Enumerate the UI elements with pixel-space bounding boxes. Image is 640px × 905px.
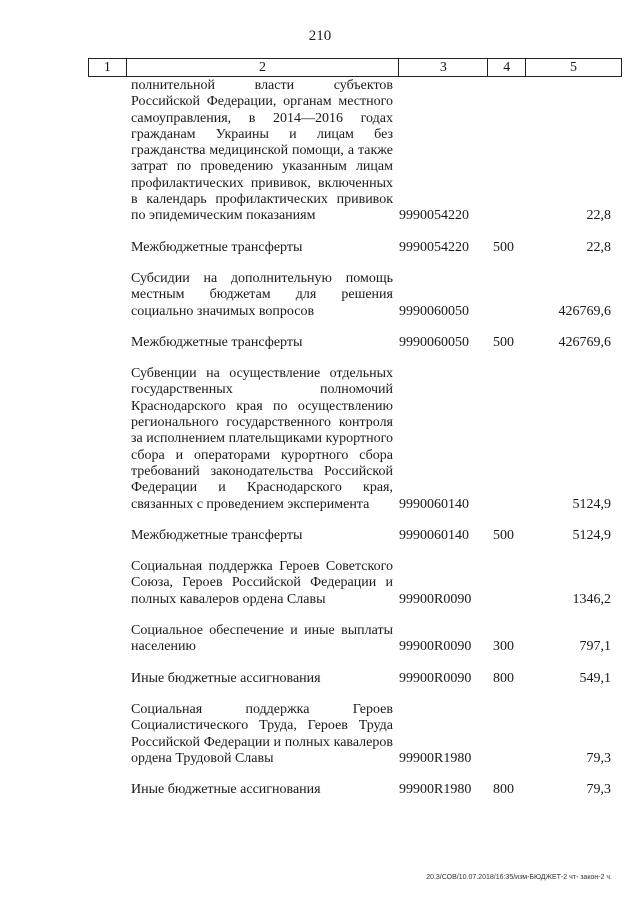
table-row (131, 782, 611, 798)
column-header-3: 3 (399, 59, 488, 77)
row-description: Субвенции на осуществление отдельных государственных полномочий Краснодарского края по осуществлению регионального государственного контроля за исполнением плательщиками курортного сбора и операторами курортного сбора требований законодательства Российской Федерации и Краснодарского края, связанных с проведением эксперимента (131, 366, 393, 512)
row-code: 99900R0090 (399, 591, 472, 607)
row-amount: 426769,6 (558, 334, 611, 350)
table-row (131, 559, 611, 608)
table-row (131, 671, 611, 687)
column-header-4: 4 (488, 59, 526, 77)
row-type: 500 (493, 527, 514, 543)
row-amount: 5124,9 (572, 527, 611, 543)
table-row (131, 335, 611, 351)
document-footer-stamp: 20.3/СОВ/10.07.2018/16:35/изм-БЮДЖЕТ-2 чт- закон-2 ч. (426, 874, 612, 881)
row-code: 9990054220 (399, 208, 469, 224)
row-code: 9990060050 (399, 334, 469, 350)
table-row (131, 240, 611, 256)
table-row (131, 623, 611, 656)
row-amount: 5124,9 (572, 496, 611, 512)
table-row (131, 366, 611, 513)
row-description: Социальная поддержка Героев Социалистического Труда, Героев Труда Российской Федерации и полных кавалеров ордена Трудовой Славы (131, 701, 393, 766)
column-header-5: 5 (526, 59, 622, 77)
row-description: Межбюджетные трансферты (131, 527, 303, 543)
row-description: Иные бюджетные ассигнования (131, 782, 321, 798)
row-code: 99900R1980 (399, 782, 472, 798)
row-description: Социальное обеспечение и иные выплаты населению (131, 623, 393, 655)
row-type: 800 (493, 670, 514, 686)
table-row (131, 702, 611, 767)
row-amount: 549,1 (579, 670, 611, 686)
row-code: 9990060050 (399, 303, 469, 319)
row-amount: 22,8 (586, 208, 611, 224)
row-code: 9990060140 (399, 527, 469, 543)
budget-rows (131, 78, 611, 813)
column-header-2: 2 (126, 59, 399, 77)
table-row (131, 271, 611, 320)
row-description: полнительной власти субъектов Российской Федерации, органам местного самоуправления, в 2014—2016 годах гражданам Украины и лицам без гражданства медицинской помощи, а также затрат по проведению указанным лицам профилактических прививок, включенных в календарь профилактических прививок по эпидемическим показаниям (131, 78, 393, 224)
row-amount: 22,8 (586, 239, 611, 255)
row-description: Межбюджетные трансферты (131, 239, 303, 255)
row-description: Социальная поддержка Героев Советского Союза, Героев Российской Федерации и полных кавалеров ордена Славы (131, 559, 393, 607)
column-header-row (89, 59, 622, 77)
table-row (131, 528, 611, 544)
page-number: 210 (308, 28, 332, 44)
row-code: 99900R0090 (399, 639, 472, 655)
row-amount: 1346,2 (572, 591, 611, 607)
row-description: Субсидии на дополнительную помощь местным бюджетам для решения социально значимых вопросов (131, 270, 393, 319)
row-code: 99900R0090 (399, 670, 472, 686)
row-code: 9990054220 (399, 239, 469, 255)
row-type: 500 (493, 334, 514, 350)
row-type: 300 (493, 639, 514, 655)
row-amount: 426769,6 (558, 303, 611, 319)
column-header-1: 1 (89, 59, 127, 77)
row-description: Межбюджетные трансферты (131, 334, 303, 350)
column-header-table (88, 58, 622, 77)
row-type: 500 (493, 239, 514, 255)
row-amount: 79,3 (586, 750, 611, 766)
row-amount: 797,1 (579, 639, 611, 655)
row-code: 99900R1980 (399, 750, 472, 766)
row-amount: 79,3 (586, 782, 611, 798)
table-row (131, 78, 611, 225)
row-description: Иные бюджетные ассигнования (131, 670, 321, 686)
row-code: 9990060140 (399, 496, 469, 512)
row-type: 800 (493, 782, 514, 798)
